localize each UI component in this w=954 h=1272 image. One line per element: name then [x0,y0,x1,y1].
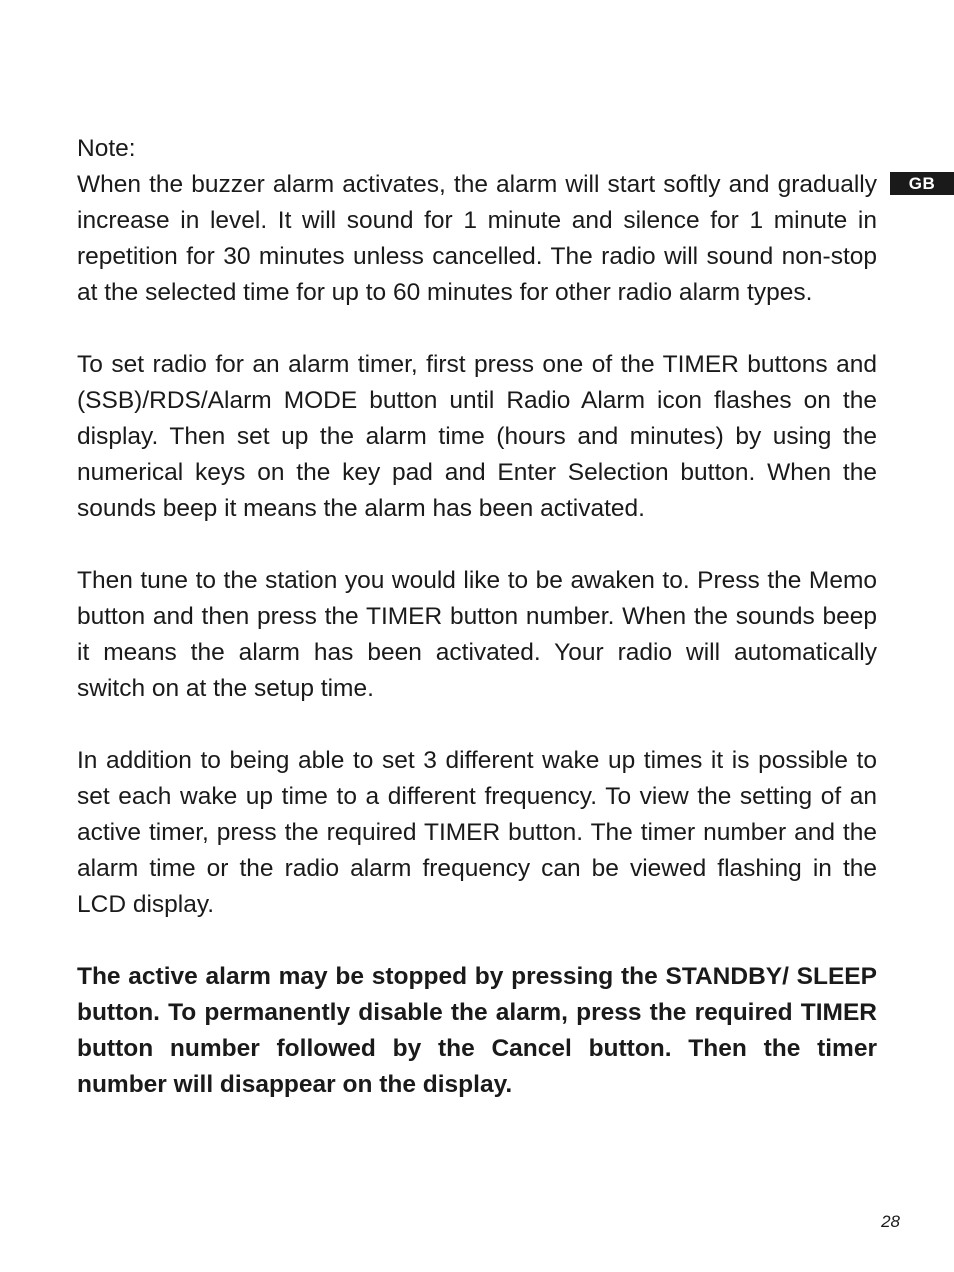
paragraph-wake-up-times: In addition to being able to set 3 different wake up times it is possible to set each wake up time to a different frequency. To view the setting of an active timer, press the required TIMER button. The timer number and the alarm time or the radio alarm frequency can be viewed flashing in the LCD display. [77,747,877,918]
paragraph-stop-alarm: The active alarm may be stopped by pressing the STANDBY/ SLEEP button. To permanently disable the alarm, press the required TIMER button number followed by the Cancel button. Then the timer number will disappear on the display. [77,963,877,1098]
note-text: When the buzzer alarm activates, the alarm will start softly and gradually increase in level. It will sound for 1 minute and silence for 1 minute in repetition for 30 minutes unless cancelled. The radio will sound non-stop at the selected time for up to 60 minutes for other radio alarm types. [77,171,877,306]
paragraph-tune-station: Then tune to the station you would like to be awaken to. Press the Memo button and then press the TIMER button number. When the sounds beep it means the alarm has been activated. Your radio will automatically switch on at the setup time. [77,567,877,702]
page-number: 28 [881,1212,900,1231]
note-label: Note: [77,135,136,162]
paragraph-set-radio-alarm: To set radio for an alarm timer, first press one of the TIMER buttons and (SSB)/RDS/Alarm MODE button until Radio Alarm icon flashes on the display. Then set up the alarm time (hours and minutes) by using the numerical keys on the key pad and Enter Selection button. When the sounds beep it means the alarm has been activated. [77,351,877,522]
page-content [77,131,877,1103]
language-tab: GB [890,172,954,195]
note-paragraph [77,131,877,311]
